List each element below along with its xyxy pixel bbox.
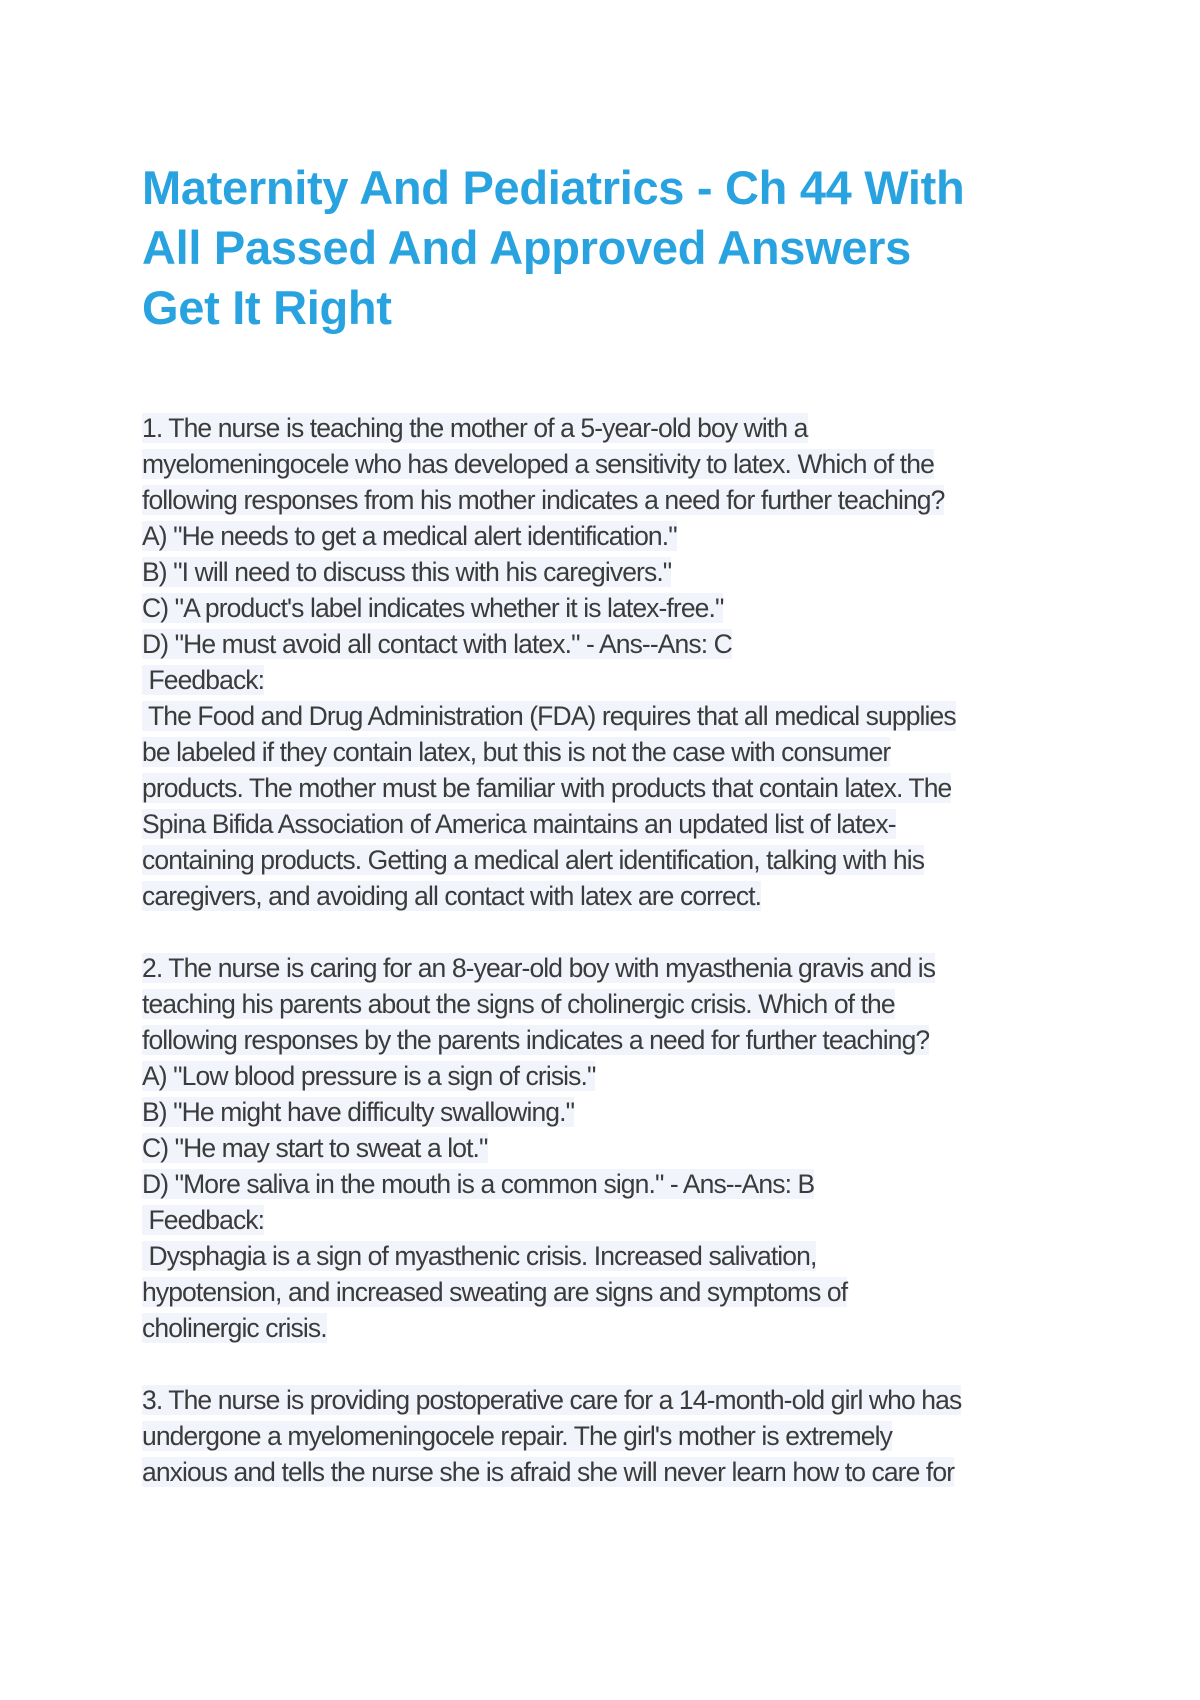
text-line: 2. The nurse is caring for an 8-year-old boy with myasthenia gravis and is — [142, 953, 936, 983]
answer-option: D) "He must avoid all contact with latex." - Ans--Ans: C — [142, 629, 732, 659]
answer-option: D) "More saliva in the mouth is a common sign." - Ans--Ans: B — [142, 1169, 815, 1199]
title-line: Maternity And Pediatrics - Ch 44 With — [142, 161, 965, 214]
question-1 — [142, 410, 1082, 914]
answer-option: A) "Low blood pressure is a sign of crisis." — [142, 1061, 596, 1091]
title-line: Get It Right — [142, 281, 392, 334]
text-line: undergone a myelomeningocele repair. The girl's mother is extremely — [142, 1421, 892, 1451]
feedback-text: cholinergic crisis. — [142, 1313, 327, 1343]
answer-option: B) "I will need to discuss this with his caregivers." — [142, 557, 672, 587]
feedback-text: caregivers, and avoiding all contact with latex are correct. — [142, 881, 762, 911]
feedback-label: Feedback: — [142, 1205, 265, 1235]
feedback-text: Dysphagia is a sign of myasthenic crisis. Increased salivation, — [142, 1241, 817, 1271]
feedback-text: be labeled if they contain latex, but this is not the case with consumer — [142, 737, 891, 767]
feedback-text: hypotension, and increased sweating are signs and symptoms of — [142, 1277, 848, 1307]
document-title — [142, 158, 1082, 338]
feedback-text: Spina Bifida Association of America maintains an updated list of latex- — [142, 809, 896, 839]
answer-option: C) "A product's label indicates whether it is latex-free." — [142, 593, 724, 623]
question-2 — [142, 950, 1082, 1346]
feedback-text: containing products. Getting a medical alert identification, talking with his — [142, 845, 925, 875]
text-line: following responses by the parents indicates a need for further teaching? — [142, 1025, 930, 1055]
title-line: All Passed And Approved Answers — [142, 221, 912, 274]
answer-option: B) "He might have difficulty swallowing." — [142, 1097, 575, 1127]
text-line: myelomeningocele who has developed a sensitivity to latex. Which of the — [142, 449, 934, 479]
text-line: 1. The nurse is teaching the mother of a 5-year-old boy with a — [142, 413, 808, 443]
text-line: following responses from his mother indicates a need for further teaching? — [142, 485, 945, 515]
text-line: teaching his parents about the signs of cholinergic crisis. Which of the — [142, 989, 895, 1019]
feedback-text: products. The mother must be familiar with products that contain latex. The — [142, 773, 952, 803]
question-3 — [142, 1382, 1082, 1490]
answer-option: C) "He may start to sweat a lot." — [142, 1133, 488, 1163]
feedback-label: Feedback: — [142, 665, 265, 695]
feedback-text: The Food and Drug Administration (FDA) requires that all medical supplies — [142, 701, 956, 731]
answer-option: A) "He needs to get a medical alert identification." — [142, 521, 677, 551]
document-page — [142, 158, 1082, 1526]
text-line: 3. The nurse is providing postoperative care for a 14-month-old girl who has — [142, 1385, 962, 1415]
text-line: anxious and tells the nurse she is afraid she will never learn how to care for — [142, 1457, 955, 1487]
